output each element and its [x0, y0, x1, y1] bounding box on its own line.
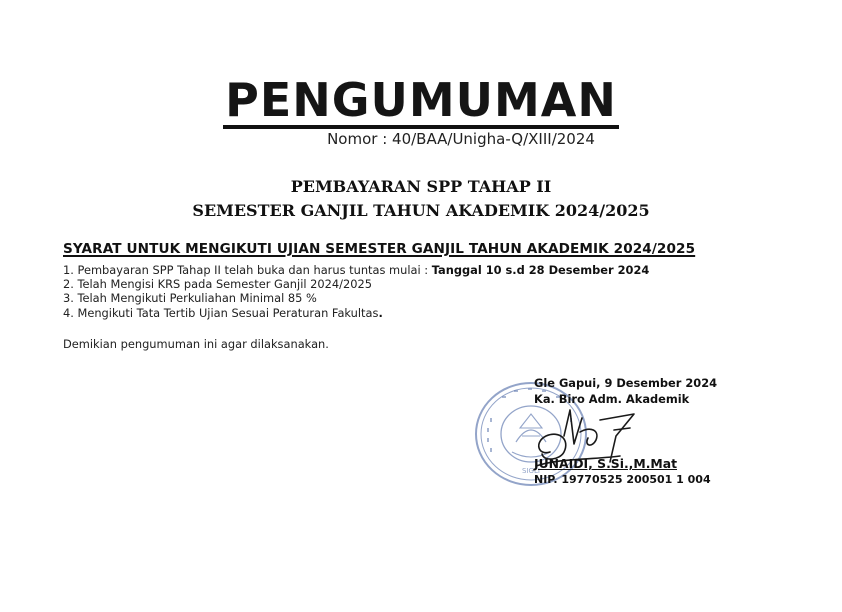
- requirement-item: [63, 306, 649, 320]
- page-title: PENGUMUMAN: [225, 73, 617, 127]
- requirements-list: [63, 263, 649, 320]
- signature-block: [534, 376, 794, 486]
- requirement-text: 3. Telah Mengikuti Perkuliahan Minimal 85 %: [63, 291, 317, 306]
- document-number: [0, 130, 842, 148]
- signatory-nip: NIP. 19770525 200501 1 004: [534, 473, 711, 486]
- subtitle-line-2: SEMESTER GANJIL TAHUN AKADEMIK 2024/2025: [192, 201, 650, 220]
- requirement-item: [63, 277, 649, 291]
- title-wrap: [0, 73, 842, 129]
- signature-position: Ka. Biro Adm. Akademik: [534, 392, 690, 406]
- requirements-heading: SYARAT UNTUK MENGIKUTI UJIAN SEMESTER GANJIL TAHUN AKADEMIK 2024/2025: [63, 241, 696, 257]
- requirement-text: 1. Pembayaran SPP Tahap II telah buka dan harus tuntas mulai :: [63, 263, 432, 277]
- subtitle-line-1: PEMBAYARAN SPP TAHAP II: [290, 177, 552, 196]
- closing-statement: Demikian pengumuman ini agar dilaksanakan.: [63, 337, 329, 351]
- requirement-text: 4. Mengikuti Tata Tertib Ujian Sesuai Peraturan Fakultas: [63, 305, 379, 320]
- signature-place-date: Gle Gapui, 9 Desember 2024: [534, 376, 718, 390]
- document-number-text: Nomor : 40/BAA/Unigha-Q/XIII/2024: [327, 130, 595, 148]
- requirement-bold: .: [378, 305, 383, 320]
- stamp-bottom-text: SIGLI: [522, 467, 540, 475]
- requirement-text: 2. Telah Mengisi KRS pada Semester Ganjil 2024/2025: [63, 277, 372, 292]
- signatory-name: JUNAIDI, S.Si.,M.Mat: [534, 456, 678, 471]
- requirement-item: [63, 263, 649, 277]
- requirement-bold: Tanggal 10 s.d 28 Desember 2024: [431, 263, 650, 277]
- requirement-item: [63, 291, 649, 305]
